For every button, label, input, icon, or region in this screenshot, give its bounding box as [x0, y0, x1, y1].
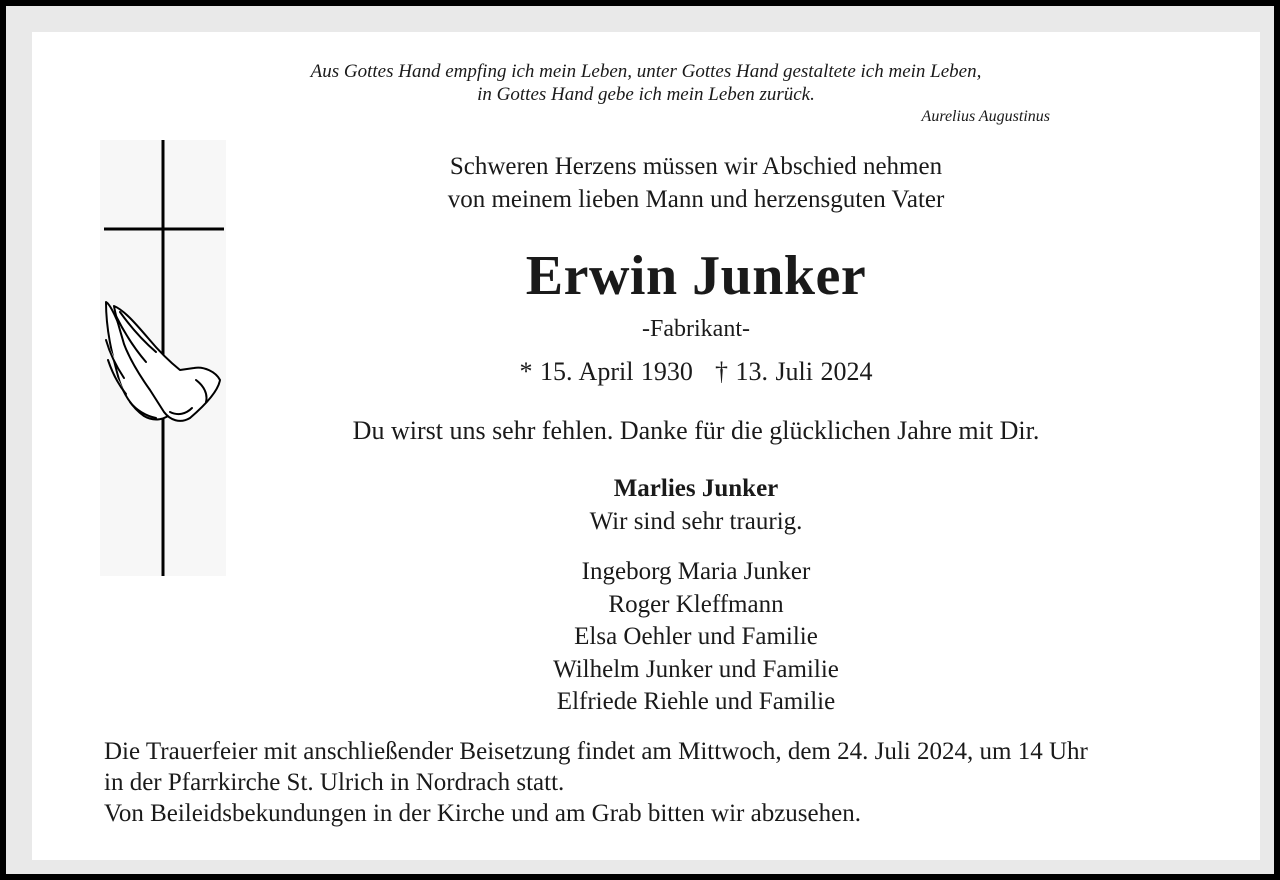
quote-line-2: in Gottes Hand gebe ich mein Leben zurück. [477, 84, 815, 105]
deceased-profession: -Fabrikant- [642, 316, 750, 342]
spouse-name: Marlies Junker [613, 475, 779, 502]
intro-text [182, 150, 1210, 216]
family-member: Roger Kleffmann [608, 590, 784, 618]
funeral-line-3: Von Beileidsbekundungen in der Kirche und am Grab bitten wir abzusehen. [104, 800, 861, 827]
birth-date: * 15. April 1930 [519, 357, 693, 386]
family-member: Elsa Oehler und Familie [574, 623, 818, 650]
family-member: Wilhelm Junker und Familie [553, 655, 839, 683]
quote-author: Aurelius Augustinus [921, 108, 1050, 125]
family-list [182, 556, 1210, 719]
life-dates [182, 357, 1210, 387]
spouse-note: Wir sind sehr traurig. [589, 508, 803, 535]
funeral-line-2: in der Pfarrkirche St. Ulrich in Nordrach statt. [104, 769, 565, 796]
page-frame [6, 6, 1274, 874]
intro-line-1: Schweren Herzens müssen wir Abschied nehmen [449, 153, 943, 180]
funeral-notice [104, 736, 1244, 829]
funeral-line-1: Die Trauerfeier mit anschließender Beisetzung findet am Mittwoch, dem 24. Juli 2024, um 14 Uhr [104, 738, 1088, 765]
obituary-card [32, 32, 1260, 860]
death-date: † 13. Juli 2024 [714, 357, 873, 386]
quote-line-1: Aus Gottes Hand empfing ich mein Leben, unter Gottes Hand gestaltete ich mein Leben, [310, 61, 982, 82]
deceased-name: Erwin Junker [525, 245, 867, 307]
family-member: Ingeborg Maria Junker [581, 558, 811, 585]
quote [32, 60, 1260, 106]
family-member: Elfriede Riehle und Familie [556, 688, 836, 715]
farewell-text: Du wirst uns sehr fehlen. Danke für die glücklichen Jahre mit Dir. [352, 416, 1040, 445]
intro-line-2: von meinem lieben Mann und herzensguten Vater [447, 186, 945, 213]
